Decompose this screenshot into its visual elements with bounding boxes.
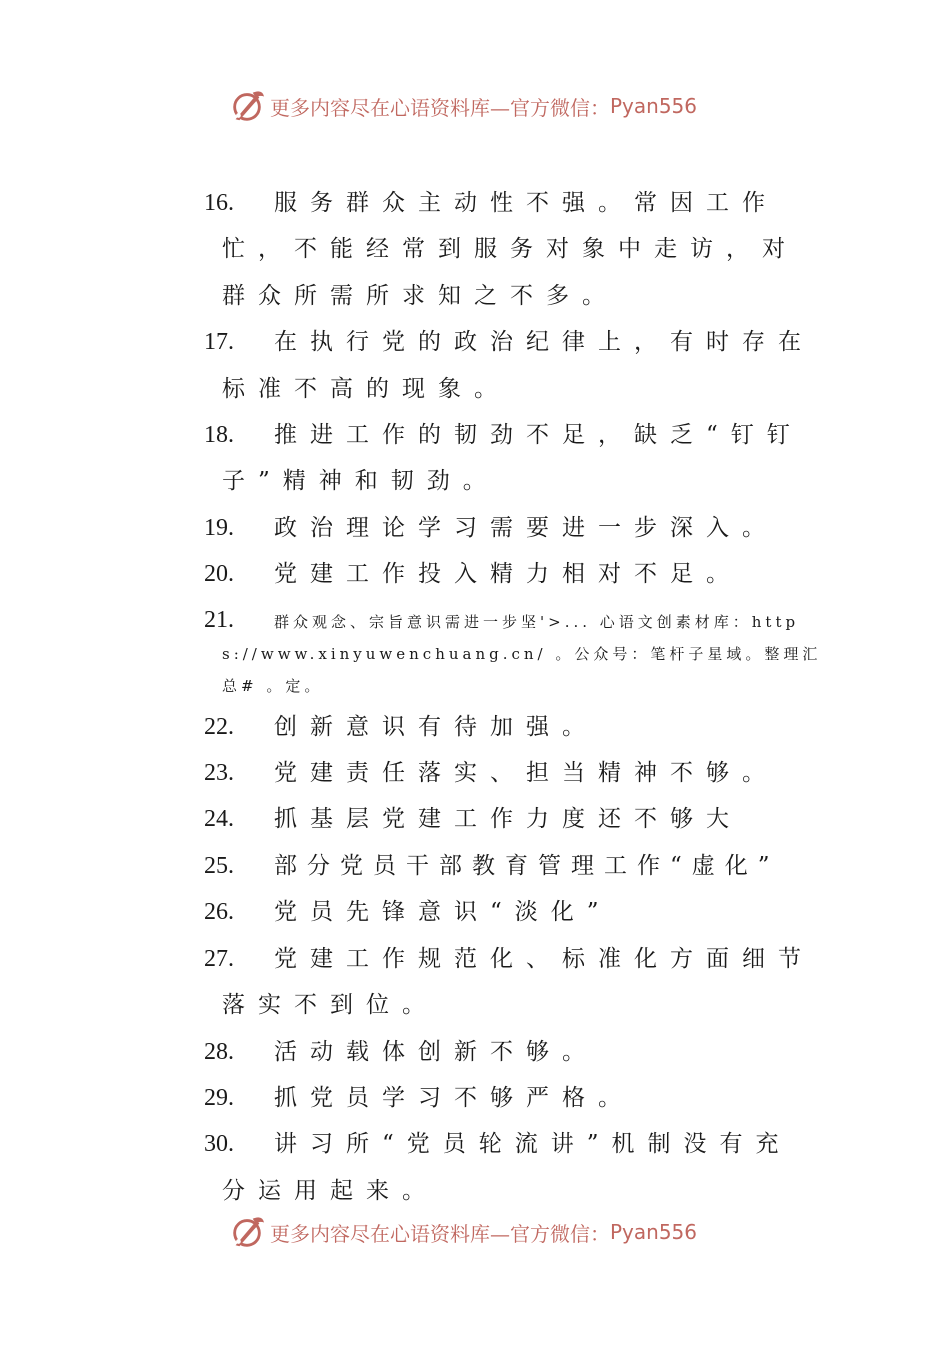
list-item: [204, 1029, 824, 1075]
item-text: 服务群众主动性不强。常因工作忙，不能经常到服务对象中走访，对群众所需所求知之不多。: [222, 190, 798, 309]
item-text: 群众观念、宗旨意识需进一步坚'>... 心语文创素材库：https://www.xinyuwenchuang.cn/ 。公众号：笔杆子星域。整理汇总# 。定。: [222, 612, 822, 695]
list-item: [204, 412, 824, 505]
list-item: [204, 843, 824, 889]
list-item: [204, 319, 824, 412]
item-text: 创新意识有待加强。: [274, 713, 598, 740]
banner-wechat-id: Pyan556: [610, 94, 698, 118]
item-text: 政治理论学习需要进一步深入。: [274, 514, 778, 541]
item-number: 19.: [204, 514, 234, 541]
issue-list: [204, 180, 824, 1214]
item-text: 党建工作投入精力相对不足。: [274, 561, 742, 588]
item-number: 23.: [204, 760, 234, 787]
header-watermark-banner: [228, 86, 748, 126]
banner-text: 更多内容尽在心语资料库—官方微信：: [270, 1221, 610, 1246]
list-item: [204, 1121, 824, 1214]
item-text: 抓党员学习不够严格。: [274, 1084, 634, 1111]
list-item: [204, 750, 824, 796]
item-text: 部分党员干部教育管理工作“虚化”: [274, 852, 780, 879]
item-number: 20.: [204, 561, 234, 588]
item-number: 30.: [204, 1131, 234, 1158]
item-number: 29.: [204, 1084, 234, 1111]
item-number: 22.: [204, 713, 234, 740]
list-item: [204, 796, 824, 842]
item-number: 21.: [204, 606, 234, 633]
banner-wechat-id: Pyan556: [610, 1220, 698, 1244]
item-number: 17.: [204, 329, 234, 356]
item-number: 28.: [204, 1038, 234, 1065]
list-item: [204, 505, 824, 551]
item-text: 党员先锋意识“淡化”: [274, 899, 612, 926]
item-text: 活动载体创新不够。: [274, 1038, 598, 1065]
quill-logo-icon: [228, 87, 266, 125]
item-text: 在执行党的政治纪律上，有时存在标准不高的现象。: [222, 329, 814, 402]
banner-text: 更多内容尽在心语资料库—官方微信：: [270, 95, 610, 120]
footer-watermark-banner: [228, 1212, 748, 1252]
list-item: [204, 598, 824, 704]
item-number: 26.: [204, 899, 234, 926]
item-text: 抓基层党建工作力度还不够大: [274, 806, 742, 833]
list-item: [204, 551, 824, 597]
item-number: 24.: [204, 806, 234, 833]
list-item: [204, 180, 824, 319]
item-number: 27.: [204, 945, 234, 972]
item-text: 讲习所“党员轮流讲”机制没有充分运用起来。: [222, 1131, 792, 1204]
list-item: [204, 889, 824, 935]
item-number: 18.: [204, 422, 234, 449]
item-text: 推进工作的韧劲不足，缺乏“钉钉子”精神和韧劲。: [222, 422, 803, 495]
list-item: [204, 1075, 824, 1121]
quill-logo-icon: [228, 1213, 266, 1251]
item-number: 25.: [204, 852, 234, 879]
item-text: 党建工作规范化、标准化方面细节落实不到位。: [222, 945, 814, 1019]
item-text: 党建责任落实、担当精神不够。: [274, 760, 778, 787]
item-number: 16.: [204, 190, 234, 216]
list-item: [204, 704, 824, 750]
list-item: [204, 936, 824, 1029]
